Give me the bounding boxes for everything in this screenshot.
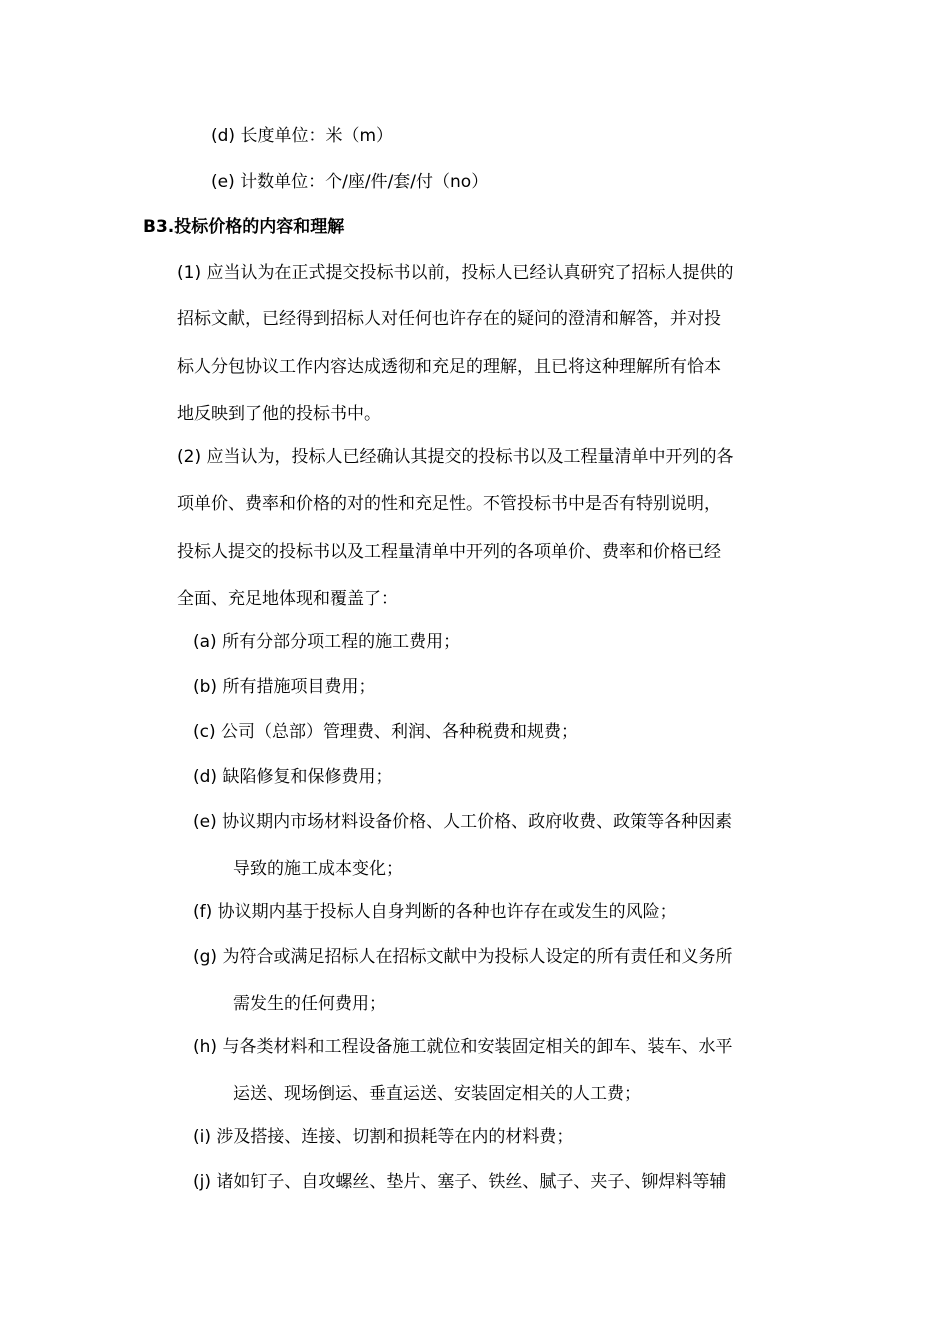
para2-line-4: 全面、充足地体现和覆盖了：	[177, 589, 398, 609]
unit-count-line: (e) 计数单位：个/座/件/套/付（no）	[211, 172, 489, 192]
list-item-c: (c) 公司（总部）管理费、利润、各种税费和规费；	[193, 722, 579, 742]
list-item-g-line-2: 需发生的任何费用；	[233, 994, 386, 1014]
list-item-j: (j) 诸如钉子、自攻螺丝、垫片、塞子、铁丝、腻子、夹子、铆焊料等辅	[193, 1172, 727, 1192]
section-heading: B3.投标价格的内容和理解	[143, 217, 345, 237]
para2-line-1: (2) 应当认为，投标人已经确认其提交的投标书以及工程量清单中开列的各	[177, 447, 734, 467]
para1-line-1: (1) 应当认为在正式提交投标书以前，投标人已经认真研究了招标人提供的	[177, 263, 734, 283]
para2-line-3: 投标人提交的投标书以及工程量清单中开列的各项单价、费率和价格已经	[177, 542, 721, 562]
list-item-h-line-2: 运送、现场倒运、垂直运送、安装固定相关的人工费；	[233, 1084, 641, 1104]
list-item-f: (f) 协议期内基于投标人自身判断的各种也许存在或发生的风险；	[193, 902, 677, 922]
unit-length-line: (d) 长度单位：米（m）	[211, 126, 394, 146]
list-item-d: (d) 缺陷修复和保修费用；	[193, 767, 393, 787]
list-item-b: (b) 所有措施项目费用；	[193, 677, 376, 697]
para1-line-3: 标人分包协议工作内容达成透彻和充足的理解，且已将这种理解所有恰本	[177, 357, 721, 377]
para1-line-4: 地反映到了他的投标书中。	[177, 404, 381, 424]
list-item-e-line-1: (e) 协议期内市场材料设备价格、人工价格、政府收费、政策等各种因素	[193, 812, 733, 832]
list-item-e-line-2: 导致的施工成本变化；	[233, 859, 403, 879]
list-item-g-line-1: (g) 为符合或满足招标人在招标文献中为投标人设定的所有责任和义务所	[193, 947, 733, 967]
para1-line-2: 招标文献，已经得到招标人对任何也许存在的疑问的澄清和解答，并对投	[177, 309, 721, 329]
list-item-i: (i) 涉及搭接、连接、切割和损耗等在内的材料费；	[193, 1127, 574, 1147]
list-item-a: (a) 所有分部分项工程的施工费用；	[193, 632, 461, 652]
list-item-h-line-1: (h) 与各类材料和工程设备施工就位和安装固定相关的卸车、装车、水平	[193, 1037, 733, 1057]
para2-line-2: 项单价、费率和价格的对的性和充足性。不管投标书中是否有特别说明，	[177, 494, 721, 514]
